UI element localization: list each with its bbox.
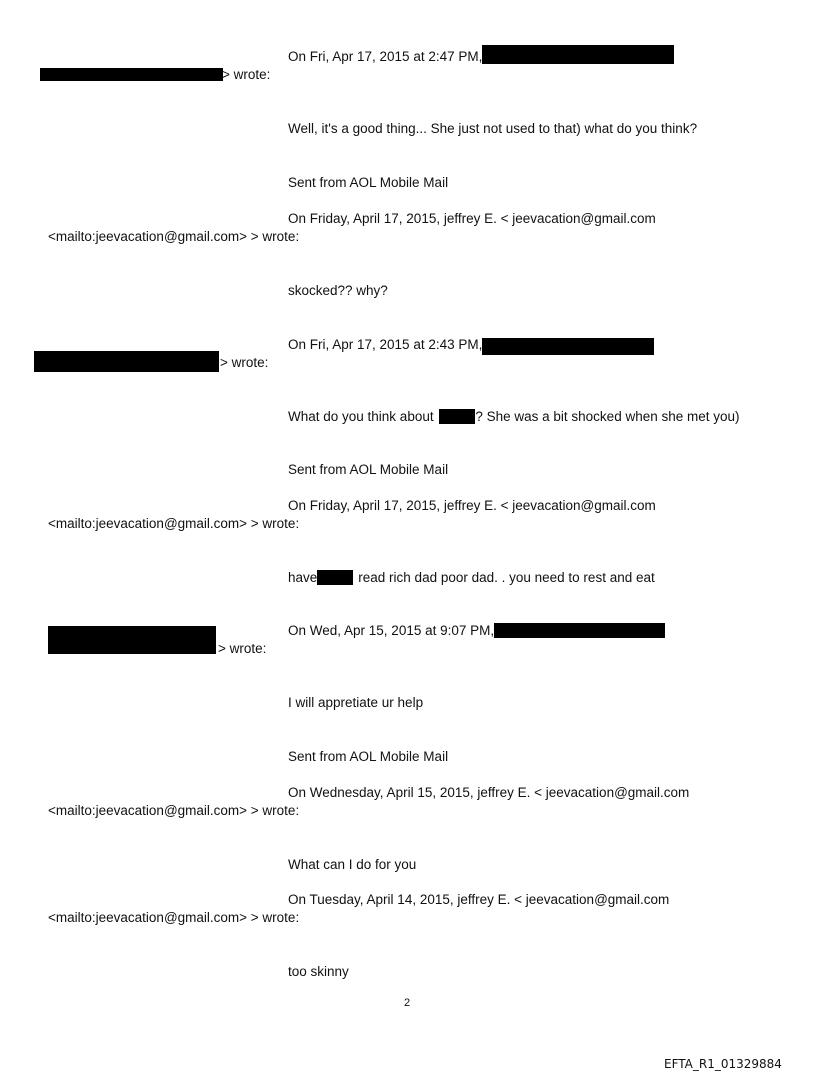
email-mailto-line: <mailto:jeevacation@gmail.com> > wrote:	[48, 803, 300, 818]
redaction-block	[494, 623, 665, 638]
email-header-line: On Wed, Apr 15, 2015 at 9:07 PM,	[288, 623, 495, 638]
email-wrote-line: > wrote:	[220, 355, 269, 370]
redaction-block	[34, 351, 219, 372]
mail-signature: Sent from AOL Mobile Mail	[288, 175, 449, 190]
message-body: too skinny	[288, 964, 349, 979]
message-body-part: read rich dad poor dad. . you need to rest and eat	[358, 570, 655, 585]
mail-signature: Sent from AOL Mobile Mail	[288, 749, 449, 764]
email-header-line: On Wednesday, April 15, 2015, jeffrey E. < jeevacation@gmail.com	[288, 785, 690, 800]
page-number: 2	[404, 997, 411, 1009]
email-mailto-line: <mailto:jeevacation@gmail.com> > wrote:	[48, 229, 300, 244]
message-body: What can I do for you	[288, 857, 417, 872]
redaction-block	[482, 338, 654, 355]
email-mailto-line: <mailto:jeevacation@gmail.com> > wrote:	[48, 516, 300, 531]
message-body: skocked?? why?	[288, 283, 388, 298]
email-header-line: On Tuesday, April 14, 2015, jeffrey E. < jeevacation@gmail.com	[288, 892, 670, 907]
message-body	[288, 569, 655, 587]
redaction-block	[482, 45, 674, 64]
redaction-block	[48, 626, 216, 654]
message-body: I will appretiate ur help	[288, 695, 424, 710]
email-wrote-line: > wrote:	[222, 67, 271, 82]
email-header-line: On Friday, April 17, 2015, jeffrey E. < jeevacation@gmail.com	[288, 498, 656, 513]
redaction-block	[317, 570, 353, 585]
redaction-block	[439, 409, 475, 424]
message-body-part: What do you think about	[288, 409, 434, 424]
redaction-block	[40, 68, 223, 81]
email-wrote-line: > wrote:	[218, 641, 267, 656]
message-body-part: ? She was a bit shocked when she met you)	[475, 409, 740, 424]
message-body: Well, it's a good thing... She just not used to that) what do you think?	[288, 121, 698, 136]
mail-signature: Sent from AOL Mobile Mail	[288, 462, 449, 477]
document-id: EFTA_R1_01329884	[664, 1057, 782, 1071]
email-mailto-line: <mailto:jeevacation@gmail.com> > wrote:	[48, 910, 300, 925]
email-header-line: On Fri, Apr 17, 2015 at 2:43 PM,	[288, 337, 483, 352]
message-body	[288, 408, 740, 426]
email-header-line: On Friday, April 17, 2015, jeffrey E. < jeevacation@gmail.com	[288, 211, 656, 226]
message-body-part: have	[288, 570, 318, 585]
email-header-line: On Fri, Apr 17, 2015 at 2:47 PM,	[288, 49, 483, 64]
